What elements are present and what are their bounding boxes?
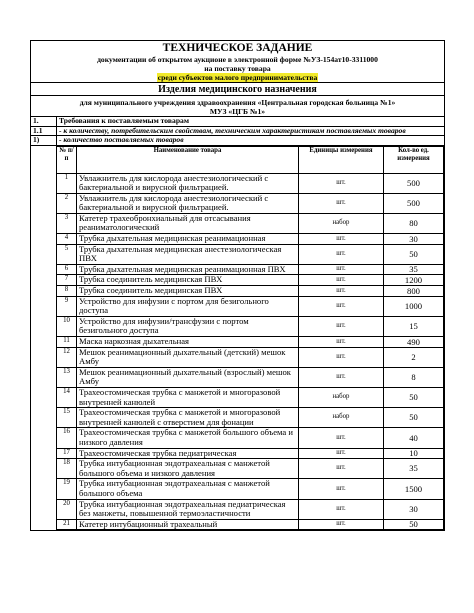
unit-of-measure: набор [299,408,384,428]
quantity: 1500 [384,479,444,499]
row-number: 15 [57,408,77,428]
row-number: 8 [57,286,77,297]
unit-of-measure: шт. [299,347,384,367]
unit-of-measure: шт. [299,173,384,193]
row-number: 11 [57,337,77,348]
column-header-unit: Единицы измерения [299,146,384,173]
quantity: 50 [384,244,444,264]
table-row [57,448,444,459]
table-row [57,337,444,348]
supply-subject: на поставку товара [204,64,271,73]
quantity: 50 [384,387,444,407]
goods-name: Трубка дыхательная медицинская реанимационная ПВХ [77,264,299,275]
section-number: 1. [31,117,57,127]
goods-name: Увлажнитель для кислорода анестезиологический с бактериальной и вирусной фильтрацией. [77,173,299,193]
unit-of-measure: шт. [299,296,384,316]
table-row [57,286,444,297]
quantity: 1000 [384,296,444,316]
section-number: 1.1 [31,126,57,136]
row-number: 14 [57,387,77,407]
section-title: - к количеству, потребительским свойствам, техническим характеристикам поставляемых товаров [57,126,445,136]
quantity: 10 [384,448,444,459]
goods-name: Устройство для инфузии/трансфузии с портом безигольного доступа [77,316,299,336]
goods-name: Трахеостомическая трубка педиатрическая [77,448,299,459]
goods-name: Трахеостомическая трубка с манжетой и многоразовой внутренней канюлей [77,387,299,407]
goods-name: Трубка дыхательная медицинская реанимационная [77,234,299,245]
table-header-row [57,146,444,173]
column-header-qty: Кол-во ед. измерения [384,146,444,173]
row-number: 20 [57,499,77,519]
goods-name: Маска наркозная дыхательная [77,337,299,348]
unit-of-measure: шт. [299,519,384,530]
table-row [57,428,444,448]
section-number: 1) [31,136,57,146]
unit-of-measure: шт. [299,428,384,448]
row-number: 1 [57,173,77,193]
quantity: 30 [384,499,444,519]
table-row [57,367,444,387]
document-subtitle: Изделия медицинского назначения [158,84,317,95]
requirements-sections [30,116,445,146]
column-header-num: № п/п [57,146,77,173]
table-row [57,193,444,213]
unit-of-measure: шт. [299,479,384,499]
table-row [57,387,444,407]
unit-of-measure: шт. [299,275,384,286]
section-row [31,117,445,127]
section-row [31,136,445,146]
quantity: 50 [384,519,444,530]
goods-name: Трубка интубационная эндотрахеальная с манжетой большого объема [77,479,299,499]
technical-specification-document [30,40,445,531]
table-row [57,275,444,286]
goods-name: Мешок реанимационный дыхательный (детский) мешок Амбу [77,347,299,367]
quantity: 40 [384,428,444,448]
section-title: Требования к поставляемым товарам [57,117,445,127]
quantity: 500 [384,173,444,193]
goods-name: Трубка дыхательная медицинская анестезиологическая ПВХ [77,244,299,264]
table-row [57,173,444,193]
unit-of-measure: шт. [299,264,384,275]
table-row [57,519,444,530]
table-row [57,459,444,479]
section-title: - количество поставляемых товаров [57,136,445,146]
table-row [57,316,444,336]
row-number: 13 [57,367,77,387]
row-number: 12 [57,347,77,367]
customer-block [30,95,445,116]
table-row [57,264,444,275]
document-title: ТЕХНИЧЕСКОЕ ЗАДАНИЕ [162,42,313,54]
quantity: 490 [384,337,444,348]
unit-of-measure: шт. [299,234,384,245]
goods-table [56,146,444,531]
row-number: 4 [57,234,77,245]
table-row [57,408,444,428]
unit-of-measure: шт. [299,193,384,213]
unit-of-measure: шт. [299,459,384,479]
quantity: 15 [384,316,444,336]
quantity: 2 [384,347,444,367]
goods-name: Мешок реанимационный дыхательный (взрослый) мешок Амбу [77,367,299,387]
goods-name: Трубка интубационная эндотрахеальная педиатрическая без манжеты, повышенной термоэластичности [77,499,299,519]
quantity: 50 [384,408,444,428]
goods-name: Трубка интубационная эндотрахеальная с манжетой большого объема и низкого давления [77,459,299,479]
row-number: 16 [57,428,77,448]
row-number: 6 [57,264,77,275]
row-number: 21 [57,519,77,530]
table-row [57,234,444,245]
unit-of-measure: шт. [299,448,384,459]
unit-of-measure: набор [299,387,384,407]
subtitle-block [30,82,445,95]
table-row [57,347,444,367]
goods-name: Катетер трахеобронхиальный для отсасывания реаниматологический [77,213,299,233]
column-header-name: Наименование товара [77,146,299,173]
goods-name: Увлажнитель для кислорода анестезиологический с бактериальной и вирусной фильтрацией. [77,193,299,213]
customer-name: для муниципального учреждения здравоохранения «Центральная городская больница №1» [79,98,396,107]
quantity: 1200 [384,275,444,286]
row-number: 10 [57,316,77,336]
highlighted-text: среди субъектов малого предпринимательства [157,73,318,82]
unit-of-measure: шт. [299,337,384,348]
goods-name: Трахеостомическая трубка с манжетой большого объема и низкого давления [77,428,299,448]
goods-table-wrapper [30,146,445,532]
goods-name: Трахеостомическая трубка с манжетой и многоразовой внутренней канюлей с отверстием для фонации [77,408,299,428]
goods-name: Трубка соединитель медицинская ПВХ [77,286,299,297]
quantity: 500 [384,193,444,213]
row-number: 2 [57,193,77,213]
table-row [57,244,444,264]
document-header [30,40,445,82]
unit-of-measure: шт. [299,367,384,387]
customer-short-name: МУЗ «ЦГБ №1» [209,107,266,116]
table-row [57,479,444,499]
unit-of-measure: набор [299,213,384,233]
quantity: 8 [384,367,444,387]
row-number: 19 [57,479,77,499]
quantity: 800 [384,286,444,297]
row-number: 5 [57,244,77,264]
unit-of-measure: шт. [299,499,384,519]
row-number: 3 [57,213,77,233]
goods-name: Устройство для инфузии с портом для безигольного доступа [77,296,299,316]
unit-of-measure: шт. [299,286,384,297]
table-row [57,213,444,233]
unit-of-measure: шт. [299,316,384,336]
table-row [57,296,444,316]
quantity: 35 [384,459,444,479]
row-number: 18 [57,459,77,479]
goods-name: Трубка соединитель медицинская ПВХ [77,275,299,286]
auction-reference: документации об открытом аукционе в электронной форме №УЗ-154ат10-3311000 [97,55,378,64]
quantity: 80 [384,213,444,233]
unit-of-measure: шт. [299,244,384,264]
goods-name: Катетер интубационный трахеальный [77,519,299,530]
row-number: 9 [57,296,77,316]
quantity: 30 [384,234,444,245]
small-business-note [31,73,444,82]
row-number: 17 [57,448,77,459]
table-row [57,499,444,519]
row-number: 7 [57,275,77,286]
quantity: 35 [384,264,444,275]
